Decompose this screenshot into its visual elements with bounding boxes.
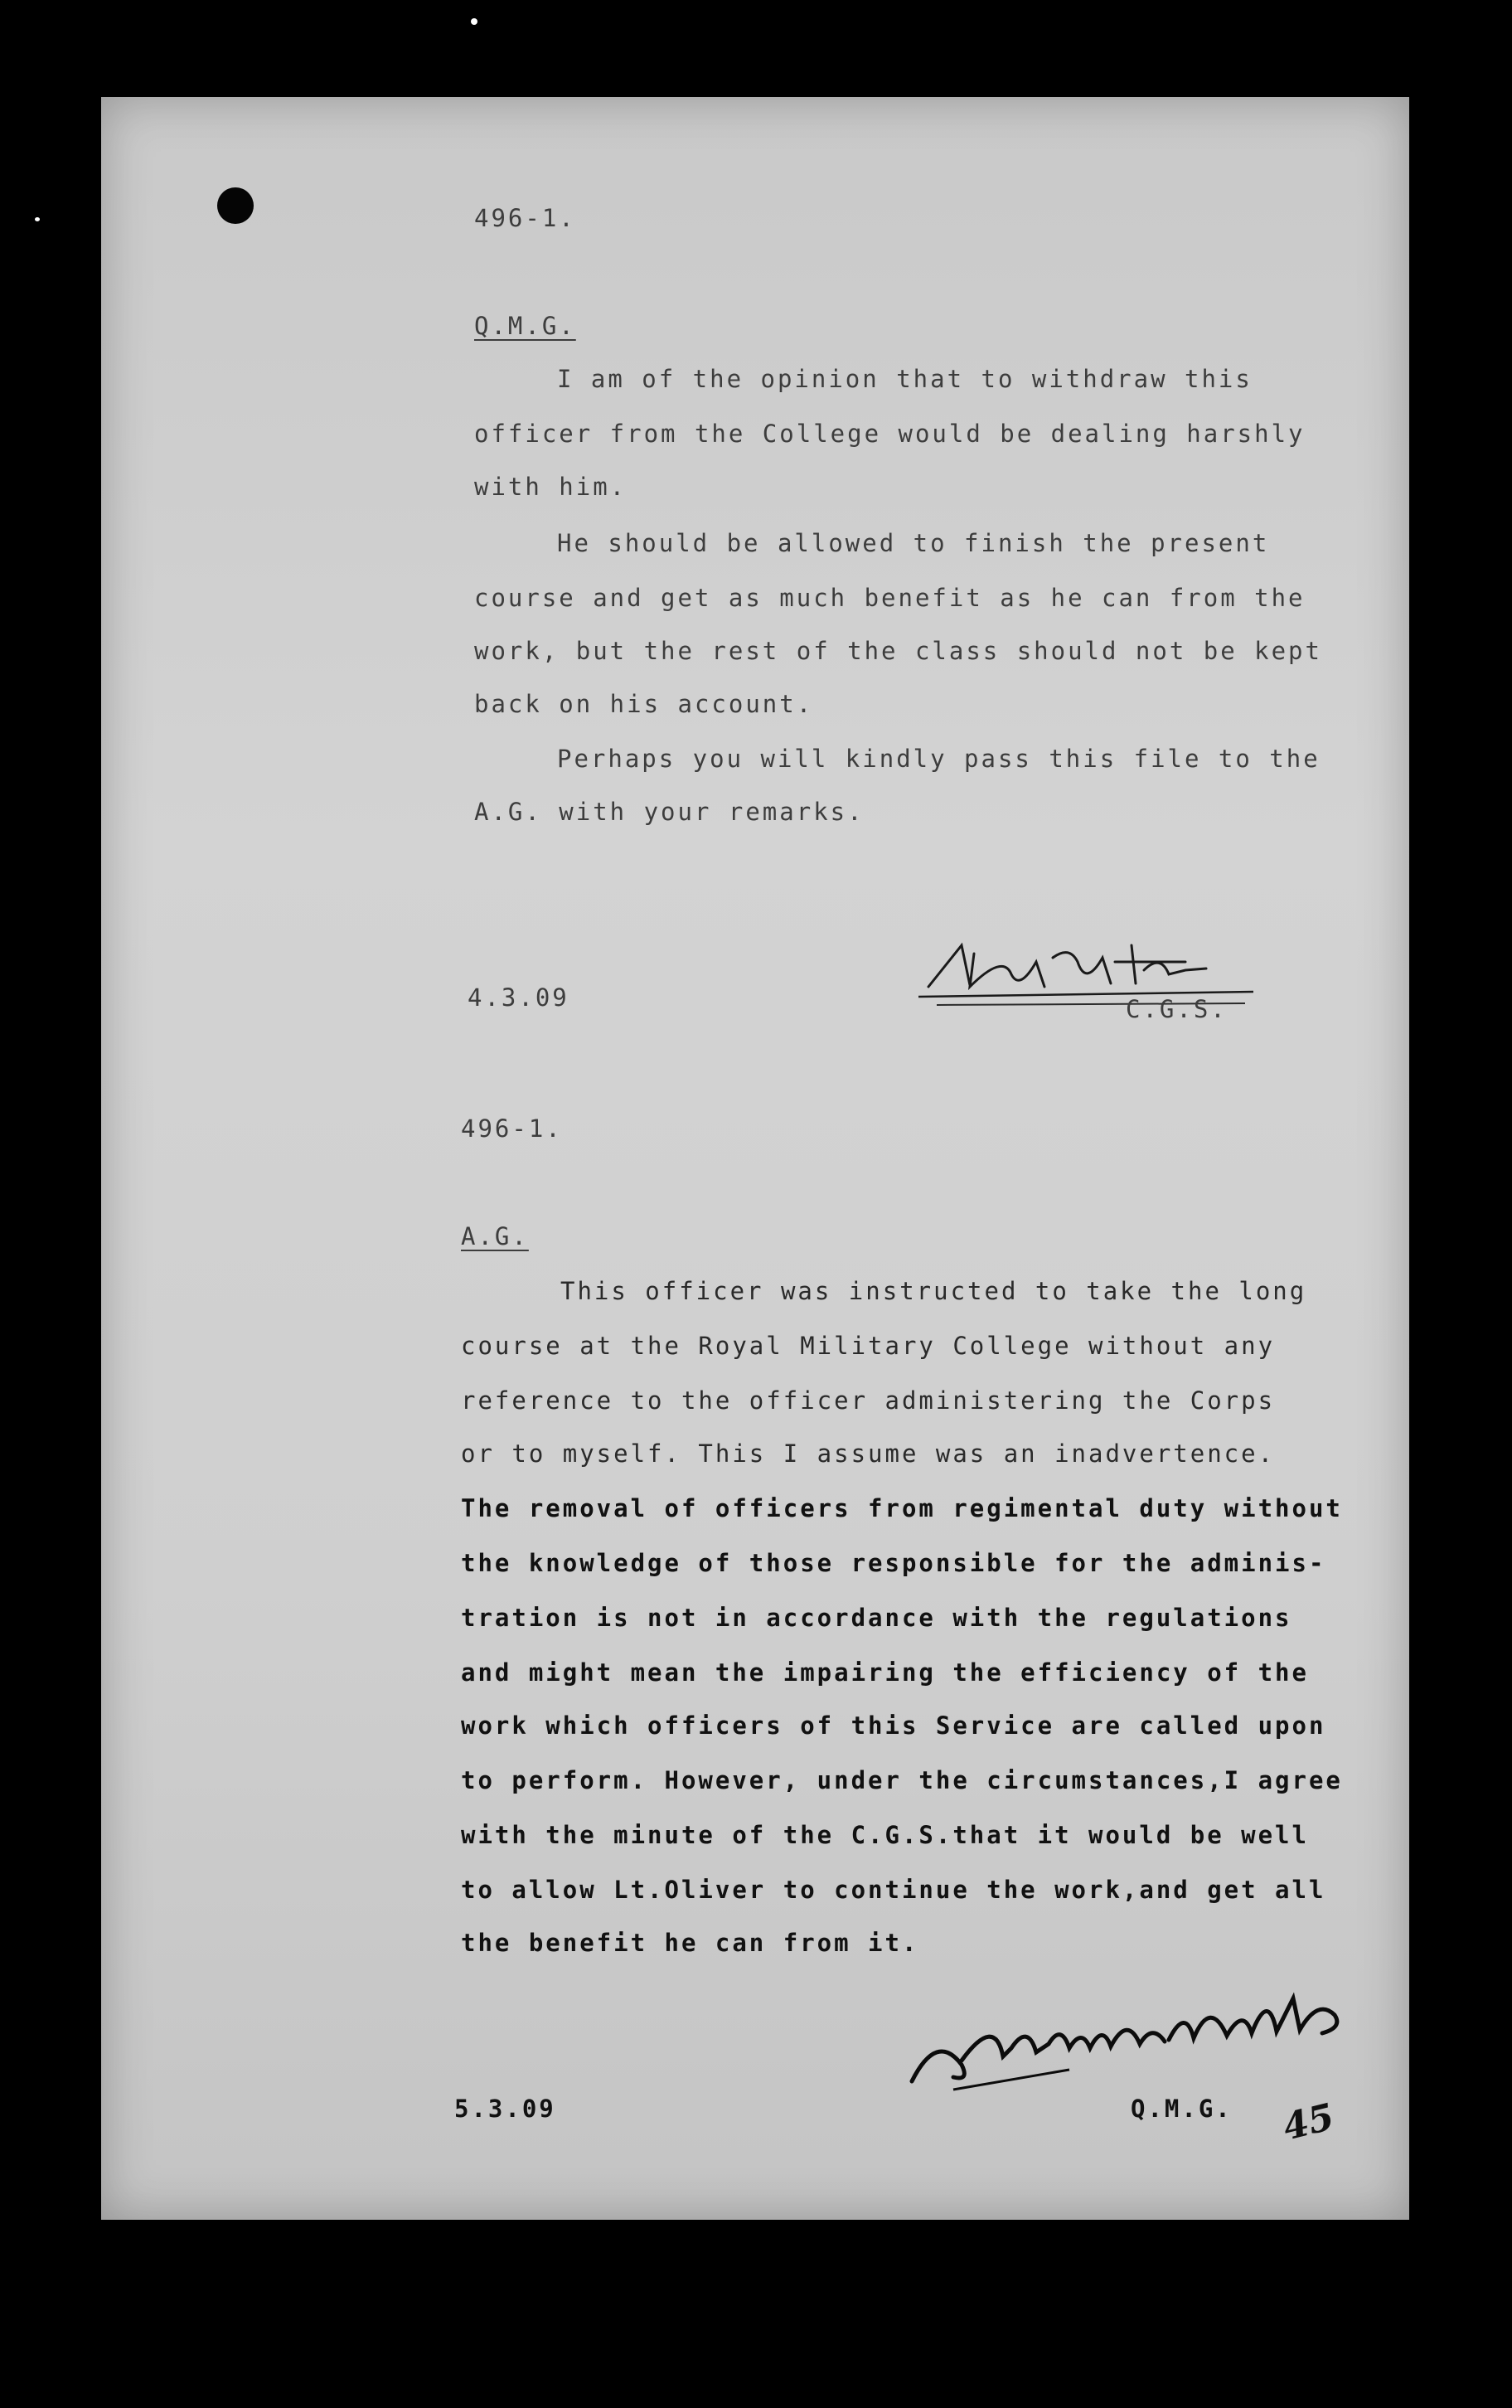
minute1-line: A.G. with your remarks. — [474, 798, 865, 826]
minute1-line: I am of the opinion that to withdraw this — [557, 365, 1253, 393]
minute2-line: the knowledge of those responsible for the adminis- — [461, 1549, 1326, 1577]
addressee-2: A.G. — [461, 1222, 529, 1250]
minute2-date: 5.3.09 — [454, 2095, 556, 2123]
minute1-signature-title: C.G.S. — [1126, 995, 1228, 1023]
minute2-line: the benefit he can from it. — [461, 1929, 919, 1957]
page-number: 45 — [1278, 2095, 1339, 2149]
minute2-line: to allow Lt.Oliver to continue the work,and get all — [461, 1876, 1326, 1904]
film-speck — [35, 217, 40, 221]
minute2-line: and might mean the impairing the efficiency of the — [461, 1658, 1309, 1687]
minute2-line: course at the Royal Military College without any — [461, 1332, 1276, 1360]
minute1-line: officer from the College would be dealing harshly — [474, 420, 1306, 448]
minute2-line: The removal of officers from regimental duty without — [461, 1494, 1343, 1522]
minute2-line: tration is not in accordance with the regulations — [461, 1604, 1292, 1632]
film-speck — [471, 18, 477, 25]
minute2-signature-title: Q.M.G. — [1131, 2095, 1233, 2123]
minute2-line: to perform. However, under the circumstances,I agree — [461, 1766, 1343, 1794]
file-number-1: 496-1. — [474, 204, 576, 232]
minute1-line: Perhaps you will kindly pass this file to the — [557, 745, 1321, 773]
addressee-1: Q.M.G. — [474, 312, 576, 340]
file-number-2: 496-1. — [461, 1114, 563, 1143]
minute2-line: work which officers of this Service are called upon — [461, 1711, 1326, 1740]
minute2-line: or to myself. This I assume was an inadvertence. — [461, 1439, 1276, 1468]
minute2-line: This officer was instructed to take the long — [560, 1277, 1307, 1305]
minute1-line: course and get as much benefit as he can from the — [474, 584, 1306, 612]
minute1-line: back on his account. — [474, 690, 814, 718]
minute1-date: 4.3.09 — [468, 983, 569, 1012]
qmg-signature — [904, 1965, 1368, 2106]
minute1-line: He should be allowed to finish the present — [557, 529, 1270, 557]
punch-hole — [217, 187, 254, 224]
minute2-line: with the minute of the C.G.S.that it would be well — [461, 1821, 1309, 1849]
minute1-line: work, but the rest of the class should not be kept — [474, 637, 1322, 665]
minute2-line: reference to the officer administering the Corps — [461, 1386, 1276, 1415]
minute1-line: with him. — [474, 473, 628, 501]
